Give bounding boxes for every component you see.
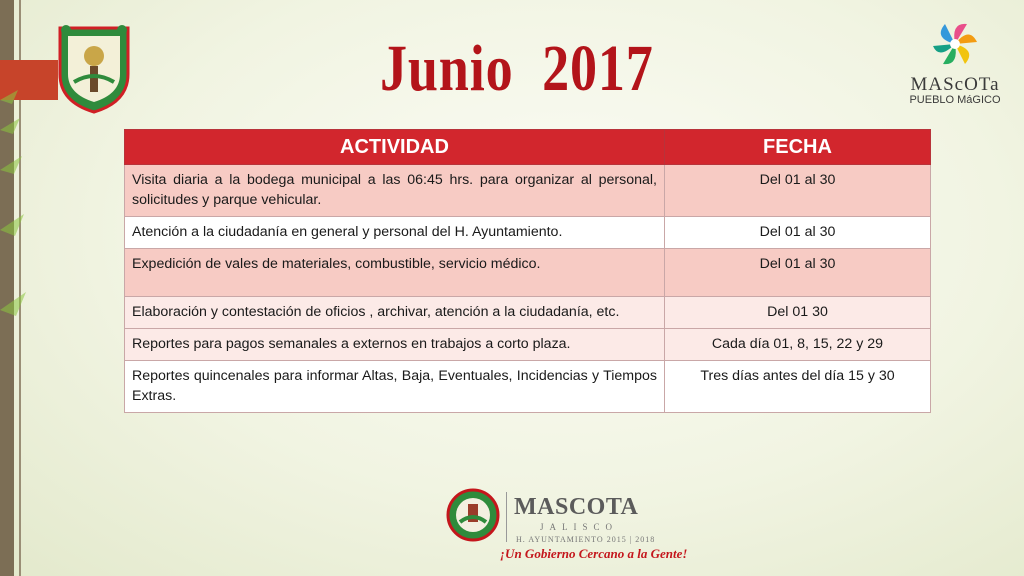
column-header-fecha: FECHA [665, 130, 931, 165]
actividad-cell: Reportes quincenales para informar Altas, Baja, Eventuales, Incidencias y Tiempos Extras. [125, 361, 665, 413]
footer-municipality-name: MASCOTA [514, 494, 639, 520]
table-row [125, 329, 931, 361]
column-header-actividad: ACTIVIDAD [125, 130, 665, 165]
fecha-cell: Tres días antes del día 15 y 30 [665, 361, 931, 413]
actividad-cell: Elaboración y contestación de oficios , archivar, atención a la ciudadanía, etc. [125, 297, 665, 329]
municipal-seal-icon [446, 488, 500, 546]
page-title: Junio 2017 [380, 32, 654, 105]
footer-term: H. AYUNTAMIENTO 2015 | 2018 [516, 535, 656, 544]
actividad-cell: Atención a la ciudadanía en general y personal del H. Ayuntamiento. [125, 217, 665, 249]
footer-divider [506, 492, 507, 542]
actividad-cell: Expedición de vales de materiales, combustible, servicio médico. [125, 249, 665, 297]
brand-subtitle: PUEBLO MáGICO [909, 94, 1001, 106]
table-row [125, 249, 931, 297]
table-row [125, 361, 931, 413]
table-row [125, 297, 931, 329]
fecha-cell: Del 01 30 [665, 297, 931, 329]
activities-table [124, 129, 931, 413]
footer-slogan: ¡Un Gobierno Cercano a la Gente! [500, 546, 688, 561]
actividad-cell: Reportes para pagos semanales a externos en trabajos a corto plaza. [125, 329, 665, 361]
pueblo-magico-logo [905, 18, 1005, 106]
fecha-cell: Del 01 al 30 [665, 217, 931, 249]
arrow-decor-icon [0, 90, 30, 570]
municipal-crest-icon [52, 22, 136, 114]
fecha-cell: Del 01 al 30 [665, 249, 931, 297]
brand-name: MAScOTa [910, 74, 1000, 95]
actividad-cell: Visita diaria a la bodega municipal a las 06:45 hrs. para organizar al personal, solicitudes y parque vehicular. [125, 165, 665, 217]
table-row [125, 217, 931, 249]
pinwheel-logo-icon [927, 18, 983, 68]
table-row [125, 165, 931, 217]
fecha-cell: Del 01 al 30 [665, 165, 931, 217]
fecha-cell: Cada día 01, 8, 15, 22 y 29 [665, 329, 931, 361]
footer-state: JALISCO [540, 522, 619, 532]
table-header-row [125, 130, 931, 165]
